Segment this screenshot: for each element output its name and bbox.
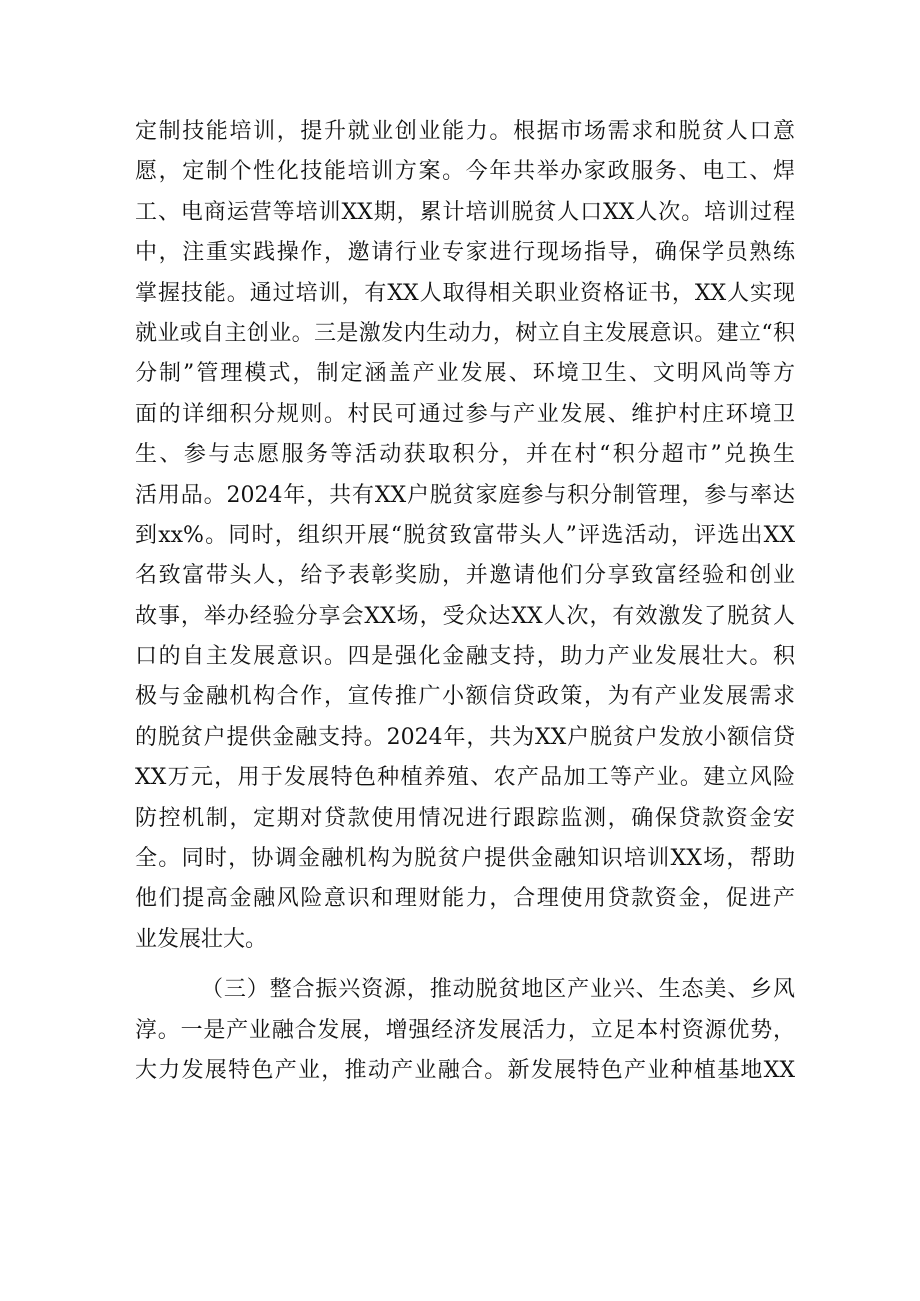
document-body [135,112,795,1091]
text-line: 愿，定制个性化技能培训方案。今年共举办家政服务、电工、焊 [135,159,795,185]
paragraph-gap [135,960,795,970]
text-line: 他们提高金融风险意识和理财能力，合理使用贷款资金，促进产 [135,886,795,912]
text-line: 活用品。2024年，共有XX户脱贫家庭参与积分制管理，参与率达 [135,482,795,508]
text-line: 的脱贫户提供金融支持。2024年，共为XX户脱贫户发放小额信贷 [135,724,795,750]
text-line: （三）整合振兴资源，推动脱贫地区产业兴、生态美、乡风 [201,977,795,1003]
text-line: 全。同时，协调金融机构为脱贫户提供金融知识培训XX场，帮助 [135,846,795,872]
text-line: 防控机制，定期对贷款使用情况进行跟踪监测，确保贷款资金安 [135,805,795,831]
text-line: XX万元，用于发展特色种植养殖、农产品加工等产业。建立风险 [135,765,795,791]
text-line: 掌握技能。通过培训，有XX人取得相关职业资格证书，XX人实现 [135,280,795,306]
paragraph-2 [135,970,795,1091]
text-line: 业发展壮大。 [135,926,268,952]
text-line: 名致富带头人，给予表彰奖励，并邀请他们分享致富经验和创业 [135,563,795,589]
text-line: 工、电商运营等培训XX期，累计培训脱贫人口XX人次。培训过程 [135,199,795,225]
text-line: 口的自主发展意识。四是强化金融支持，助力产业发展壮大。积 [135,644,795,670]
text-line: 大力发展特色产业，推动产业融合。新发展特色产业种植基地XX [135,1057,795,1083]
text-line: 就业或自主创业。三是激发内生动力，树立自主发展意识。建立“积 [135,320,795,346]
text-line: 分制”管理模式，制定涵盖产业发展、环境卫生、文明风尚等方 [135,361,795,387]
text-line: 生、参与志愿服务等活动获取积分，并在村“积分超市”兑换生 [135,442,795,468]
text-line: 面的详细积分规则。村民可通过参与产业发展、维护村庄环境卫 [135,401,795,427]
text-line: 定制技能培训，提升就业创业能力。根据市场需求和脱贫人口意 [135,119,795,144]
text-line: 到xx%。同时，组织开展“脱贫致富带头人”评选活动，评选出XX [135,522,795,548]
text-line: 中，注重实践操作，邀请行业专家进行现场指导，确保学员熟练 [135,240,795,266]
text-line: 故事，举办经验分享会XX场，受众达XX人次，有效激发了脱贫人 [135,603,795,629]
paragraph-1 [135,112,795,960]
text-line: 淳。一是产业融合发展，增强经济发展活力，立足本村资源优势， [135,1017,795,1043]
text-line: 极与金融机构合作，宣传推广小额信贷政策，为有产业发展需求 [135,684,795,710]
